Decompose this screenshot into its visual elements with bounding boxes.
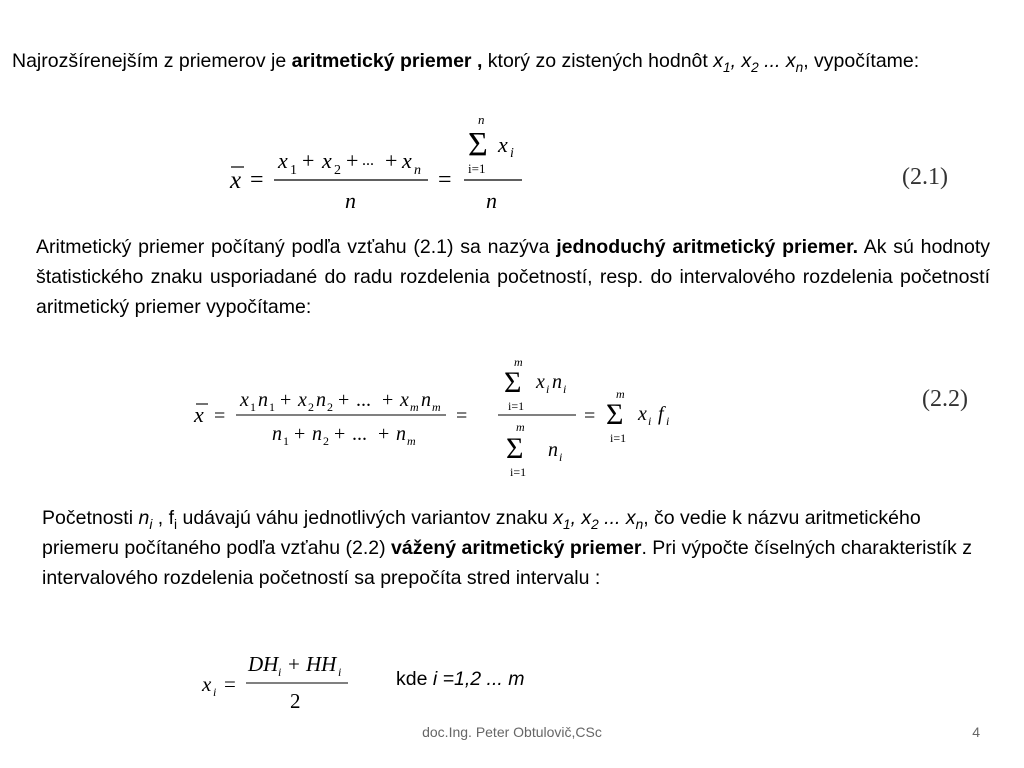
xbar: x <box>194 402 204 427</box>
sum2-top: m <box>516 420 525 434</box>
sum2-sigma: Σ <box>506 432 524 465</box>
num-plus-1: + <box>302 148 315 173</box>
sum1-top: m <box>514 355 523 369</box>
den-plus-3: + <box>378 423 390 445</box>
sigma: Σ <box>468 126 488 163</box>
den-n1: n <box>272 423 282 445</box>
kde-range: i =1,2 ... m <box>432 668 525 690</box>
sum2-ni: i <box>559 450 563 464</box>
sum3-top: m <box>616 387 625 401</box>
num-plus-2: + <box>346 148 359 173</box>
paragraph-3 <box>42 503 972 593</box>
sum1-sigma: Σ <box>504 366 522 399</box>
den-plus-1: + <box>294 423 306 445</box>
p3-bold-term: vážený aritmetický priemer <box>391 537 642 559</box>
comma: , <box>570 507 582 529</box>
sum1-n: n <box>552 371 562 393</box>
intro-bold-term: aritmetický priemer , <box>291 50 483 72</box>
num-x2: x <box>298 389 307 411</box>
footer-author: doc.Ing. Peter Obtulovič,CSc <box>422 724 602 740</box>
sum2-n: n <box>548 439 558 461</box>
var-x: x <box>741 50 752 72</box>
equation-number-2-1: (2.1) <box>902 164 948 190</box>
equation-2-1 <box>228 110 538 220</box>
sum3-xi: i <box>648 414 652 428</box>
var-x1: x <box>553 507 563 529</box>
p3-text-3: udávajú váhu jednotlivých variantov znaku <box>177 507 554 529</box>
den-nm: n <box>396 423 406 445</box>
dots: ... <box>598 507 626 529</box>
xbar: x <box>230 167 242 194</box>
num-sub-1a: 1 <box>250 400 256 414</box>
num-sub-2a: 2 <box>308 400 314 414</box>
sub-2: 2 <box>591 516 599 532</box>
sub-i: i <box>213 685 217 699</box>
sub-fi: i <box>174 516 178 532</box>
den-two: 2 <box>290 689 301 713</box>
num-plus-1: + <box>280 389 292 411</box>
sub-n: n <box>635 516 644 532</box>
num-plus-3: + <box>385 148 398 173</box>
dots: ... <box>758 50 786 72</box>
sub-1: 1 <box>562 516 571 532</box>
var-x: x <box>713 50 723 72</box>
num-plus: + <box>288 652 300 676</box>
intro-text-2: ktorý zo zistených hodnôt <box>482 50 714 72</box>
sum3-f: f <box>658 403 664 425</box>
num-plus-2: + <box>338 389 350 411</box>
num-dh: DH <box>248 652 279 676</box>
sum-top-n: n <box>478 112 485 127</box>
p3-text-1: Početnosti <box>42 507 139 529</box>
sub-1: 1 <box>722 59 731 75</box>
num-sub-2b: 2 <box>327 400 333 414</box>
intro-paragraph <box>12 46 1002 76</box>
equals-sign: = <box>214 405 226 427</box>
den-dots: ... <box>352 423 367 445</box>
num-plus-3: + <box>382 389 394 411</box>
num-n1: n <box>258 389 268 411</box>
sum3-sigma: Σ <box>606 398 624 431</box>
var-x2: x <box>581 507 592 529</box>
p3-text-5: . Pri výpočte číselných charakteristík z intervalového rozdelenia početností sa prepočíta stred intervalu : <box>42 537 972 589</box>
sum3-bottom: i=1 <box>610 431 627 445</box>
num-sub-1b: 1 <box>269 400 275 414</box>
num-dots: ... <box>356 389 371 411</box>
den-sub-m: m <box>407 434 416 448</box>
equals-sign: = <box>224 672 236 696</box>
num-dots: ... <box>362 152 374 169</box>
equation-midpoint <box>198 645 378 715</box>
num-dh-sub: i <box>278 665 282 679</box>
p3-text-4: , čo vedie k názvu aritmetického priemeru počítaného podľa vzťahu (2.2) <box>42 507 921 559</box>
sum3-fi: i <box>666 414 670 428</box>
num-x2: x <box>322 148 332 173</box>
num-xn: x <box>402 148 412 173</box>
num-x1: x <box>278 148 288 173</box>
page-number: 4 <box>972 724 980 740</box>
sum2-bottom: i=1 <box>510 465 527 479</box>
sum-bottom: i=1 <box>468 161 486 176</box>
var-xn: x <box>625 507 636 529</box>
equation-2-2 <box>192 352 692 487</box>
num-sub-n: n <box>414 163 421 178</box>
num-n2: n <box>316 389 326 411</box>
num-hh-sub: i <box>338 665 342 679</box>
comma: , <box>730 50 742 72</box>
sum3-x: x <box>638 403 647 425</box>
var-n: n <box>138 507 150 529</box>
den-n2: n <box>312 423 322 445</box>
intro-text-1: Najrozšírenejším z priemerov je <box>12 50 292 72</box>
den-n: n <box>345 188 356 213</box>
intro-text-3: , vypočítame: <box>803 50 920 72</box>
sum1-x: x <box>536 371 545 393</box>
num-sub-1: 1 <box>290 163 297 178</box>
sub-i: i <box>149 516 153 532</box>
kde-word: kde <box>396 668 433 690</box>
den-n-2: n <box>486 188 497 213</box>
paragraph-2 <box>36 232 990 322</box>
sub-n: n <box>795 59 804 75</box>
p2-bold-term: jednoduchý aritmetický priemer. <box>556 236 859 258</box>
sum1-bottom: i=1 <box>508 399 525 413</box>
num-xm: x <box>400 389 409 411</box>
equation-number-2-2: (2.2) <box>922 386 968 412</box>
sum1-xi: i <box>546 382 550 396</box>
var-x: x <box>785 50 796 72</box>
num-sub-mb: m <box>432 400 441 414</box>
num-hh: HH <box>306 652 337 676</box>
sum-x: x <box>498 132 508 157</box>
equals-sign-2: = <box>438 167 452 193</box>
equals-sign-3: = <box>584 405 596 427</box>
equals-sign-2: = <box>456 405 468 427</box>
num-sub-2: 2 <box>334 163 341 178</box>
num-sub-ma: m <box>410 400 419 414</box>
num-nm: n <box>421 389 431 411</box>
sum-sub-i: i <box>510 146 514 161</box>
equals-sign: = <box>250 167 264 193</box>
sub-2: 2 <box>751 59 759 75</box>
index-range <box>396 664 524 694</box>
den-plus-2: + <box>334 423 346 445</box>
p3-text-2: , f <box>152 507 175 529</box>
p2-text-2: Ak sú hodnoty štatistického znaku usporiadané do radu rozdelenia početností, resp. do intervalového rozdelenia početností aritmetický priemer vypočítame: <box>36 236 990 318</box>
p2-text-1: Aritmetický priemer počítaný podľa vzťahu (2.1) sa nazýva <box>36 236 557 258</box>
var-x: x <box>202 672 212 696</box>
sum1-ni: i <box>563 382 567 396</box>
num-x1: x <box>240 389 249 411</box>
den-sub-1: 1 <box>283 434 289 448</box>
den-sub-2: 2 <box>323 434 329 448</box>
